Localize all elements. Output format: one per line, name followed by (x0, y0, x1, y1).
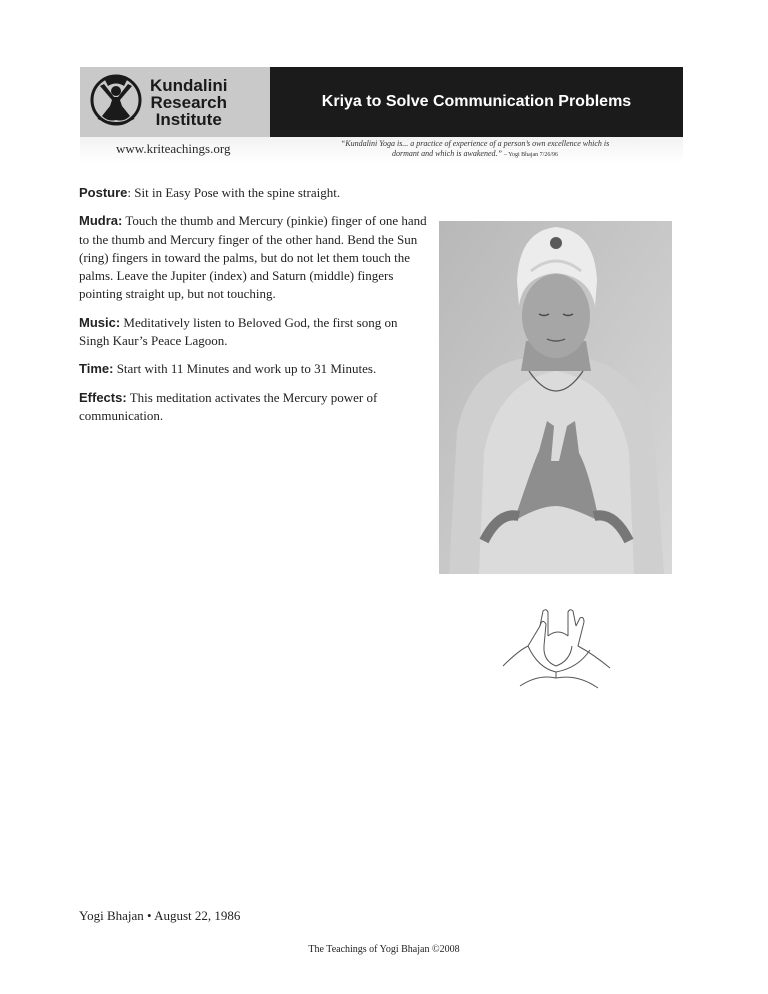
effects-section (79, 389, 429, 426)
time-section (79, 360, 429, 378)
organization-name (150, 77, 227, 128)
quote-text: “Kundalini Yoga is... a practice of experience of a person’s own excellence which is dormant and which is awakened.” (340, 139, 610, 158)
subheader (80, 137, 683, 163)
section-text: Touch the thumb and Mercury (pinkie) finger of one hand to the thumb and Mercury finger of the other hand. Bend the Sun (ring) fingers in toward the palms, but do not let them touch the palms. Leave the Jupiter (index) and Saturn (middle) fingers pointing straight up, but not touching. (79, 213, 427, 302)
section-label: Time: (79, 361, 114, 377)
woman-in-turban-meditating-photo (439, 221, 672, 574)
page-title: Kriya to Solve Communication Problems (321, 93, 632, 110)
org-line-3: Institute (155, 109, 222, 129)
website-link[interactable]: www.kriteachings.org (116, 141, 231, 156)
logo-box (80, 67, 270, 137)
section-text: Meditatively listen to Beloved God, the first song on Singh Kaur’s Peace Lagoon. (79, 314, 398, 349)
quote (330, 139, 620, 160)
org-line-2: Research (150, 92, 227, 112)
instructions (79, 184, 429, 435)
author-date: Yogi Bhajan • August 22, 1986 (79, 908, 241, 923)
quote-attribution: – Yogi Bhajan 7/26/96 (503, 152, 558, 158)
music-section (79, 314, 429, 351)
posture-section (79, 184, 429, 202)
title-banner (270, 67, 683, 137)
page-header (80, 67, 683, 137)
section-label: Music: (79, 314, 121, 330)
section-text: Start with 11 Minutes and work up to 31 Minutes. (113, 361, 377, 377)
meditating-figure-icon (88, 72, 144, 132)
section-label: Posture (79, 185, 128, 200)
section-text: : Sit in Easy Pose with the spine straight. (127, 185, 341, 200)
section-label: Effects: (79, 389, 127, 405)
mudra-section (79, 212, 429, 303)
section-label: Mudra: (79, 213, 123, 229)
org-line-1: Kundalini (150, 75, 228, 95)
section-text: This meditation activates the Mercury power of communication. (79, 389, 378, 423)
hand-mudra-sketch (498, 606, 618, 698)
copyright-notice: The Teachings of Yogi Bhajan ©2008 (308, 944, 460, 955)
